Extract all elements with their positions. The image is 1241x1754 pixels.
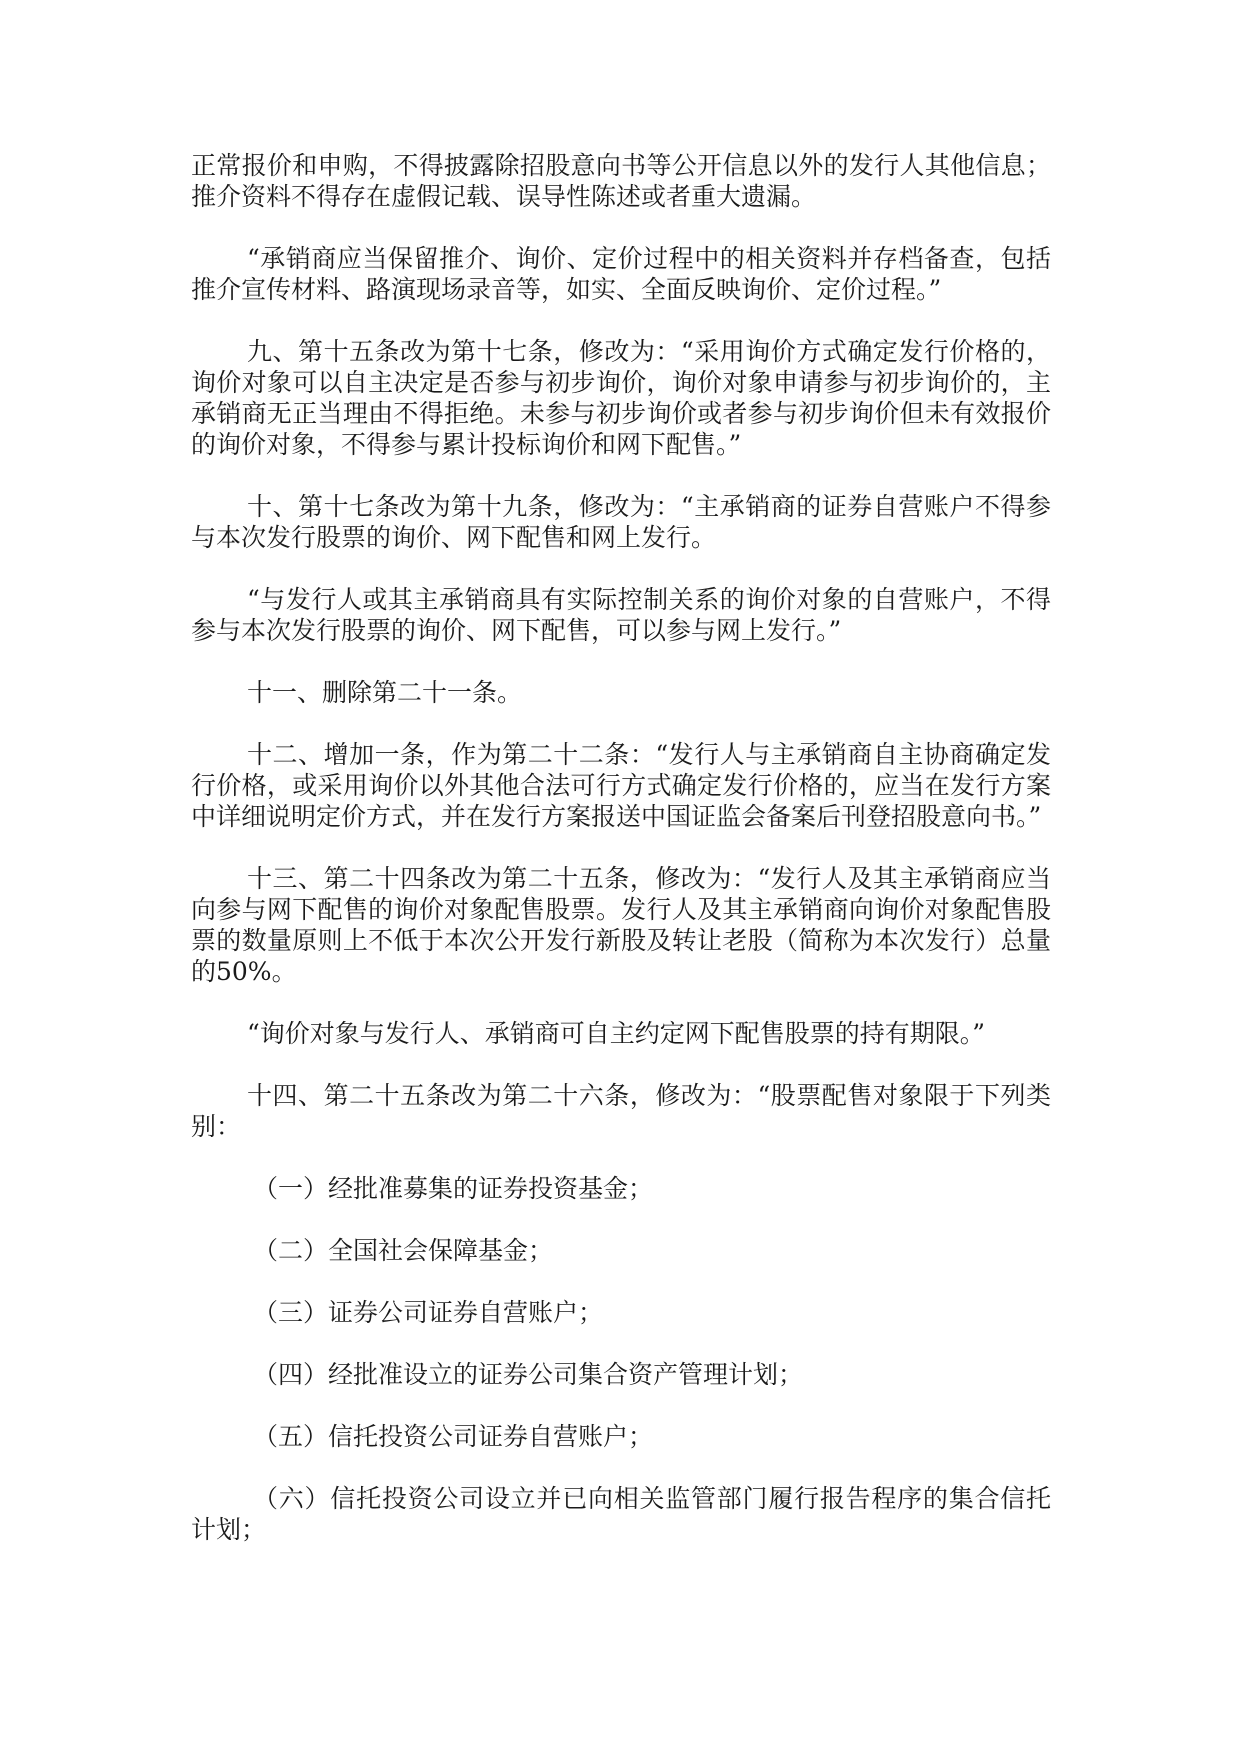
paragraph-item-14: 十四、第二十五条改为第二十六条，修改为：“股票配售对象限于下列类别： bbox=[191, 1081, 1051, 1141]
paragraph-quote-control: “与发行人或其主承销商具有实际控制关系的询价对象的自营账户，不得参与本次发行股票的询价、网下配售，可以参与网上发行。” bbox=[191, 585, 1051, 645]
paragraph-item-12: 十二、增加一条，作为第二十二条：“发行人与主承销商自主协商确定发行价格，或采用询价以外其他合法可行方式确定发行价格的，应当在发行方案中详细说明定价方式，并在发行方案报送中国证监会备案后刊登招股意向书。” bbox=[191, 740, 1051, 831]
paragraph-continuation: 正常报价和申购，不得披露除招股意向书等公开信息以外的发行人其他信息；推介资料不得存在虚假记载、误导性陈述或者重大遗漏。 bbox=[191, 151, 1051, 211]
paragraph-item-11: 十一、删除第二十一条。 bbox=[247, 678, 523, 707]
paragraph-item-9: 九、第十五条改为第十七条，修改为：“采用询价方式确定发行价格的，询价对象可以自主决定是否参与初步询价，询价对象申请参与初步询价的，主承销商无正当理由不得拒绝。未参与初步询价或者参与初步询价但未有效报价的询价对象，不得参与累计投标询价和网下配售。” bbox=[191, 337, 1051, 459]
list-item-2: （二）全国社会保障基金； bbox=[253, 1236, 554, 1265]
paragraph-item-10: 十、第十七条改为第十九条，修改为：“主承销商的证券自营账户不得参与本次发行股票的询价、网下配售和网上发行。 bbox=[191, 492, 1051, 552]
list-item-6: （六）信托投资公司设立并已向相关监管部门履行报告程序的集合信托计划； bbox=[191, 1484, 1051, 1544]
list-item-5: （五）信托投资公司证券自营账户； bbox=[253, 1422, 654, 1451]
paragraph-quote-records: “承销商应当保留推介、询价、定价过程中的相关资料并存档备查，包括推介宣传材料、路演现场录音等，如实、全面反映询价、定价过程。” bbox=[191, 244, 1051, 304]
paragraph-quote-holding: “询价对象与发行人、承销商可自主约定网下配售股票的持有期限。” bbox=[247, 1019, 986, 1048]
paragraph-item-13: 十三、第二十四条改为第二十五条，修改为：“发行人及其主承销商应当向参与网下配售的询价对象配售股票。发行人及其主承销商向询价对象配售股票的数量原则上不低于本次公开发行新股及转让老股（简称为本次发行）总量的50%。 bbox=[191, 864, 1051, 986]
document-body bbox=[191, 150, 1051, 1576]
list-item-4: （四）经批准设立的证券公司集合资产管理计划； bbox=[253, 1360, 804, 1389]
list-item-1: （一）经批准募集的证券投资基金； bbox=[253, 1174, 654, 1203]
list-item-3: （三）证券公司证券自营账户； bbox=[253, 1298, 604, 1327]
